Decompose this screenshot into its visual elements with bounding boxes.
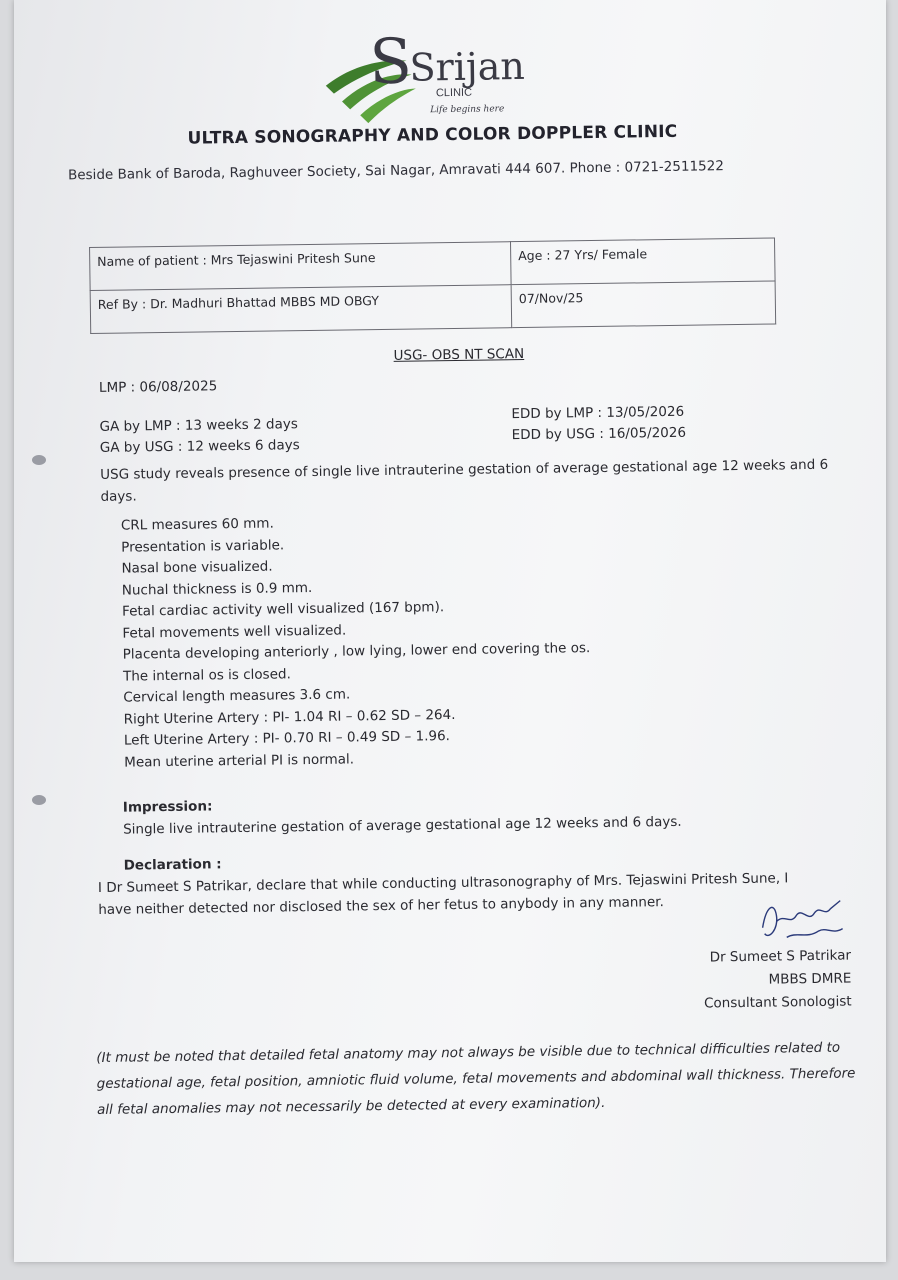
list-item: Fetal movements well visualized. — [122, 622, 347, 642]
list-item: Nuchal thickness is 0.9 mm. — [121, 579, 313, 599]
leaf-logo-icon — [311, 13, 553, 126]
doctor-signature-block — [703, 944, 852, 1015]
list-item: Presentation is variable. — [121, 536, 285, 556]
report-date: 07/Nov/25 — [511, 281, 776, 328]
logo-sub: CLINIC — [435, 86, 473, 100]
edd-by-usg: EDD by USG : 16/05/2026 — [511, 424, 687, 444]
document-content — [14, 0, 886, 1262]
lmp: LMP : 06/08/2025 — [98, 378, 218, 396]
ga-by-usg: GA by USG : 12 weeks 6 days — [99, 437, 300, 456]
findings-list — [121, 509, 592, 774]
list-item: Mean uterine arterial PI is normal. — [124, 750, 355, 771]
scan-title: USG- OBS NT SCAN — [393, 345, 525, 364]
logo-text: Srijan — [409, 43, 526, 90]
list-item: Fetal cardiac activity well visualized (167 bpm). — [122, 599, 445, 620]
table-row — [90, 281, 776, 334]
summary: USG study reveals presence of single live intrauterine gestation of average gestational age 12 weeks and 6 days. — [100, 456, 829, 505]
disclaimer: (It must be noted that detailed fetal anatomy may not always be visible due to technical difficulties related to gestational age, fetal position, amniotic fluid volume, fetal movements and abdominal wall thickness. Therefore all fetal anomalies may not necessarily be detected at every examination). — [96, 1039, 856, 1119]
patient-age: Age : 27 Yrs/ Female — [511, 238, 776, 285]
declaration-line-1: I Dr Sumeet S Patrikar, declare that while conducting ultrasonography of Mrs. Tejaswini Pritesh Sune, I — [97, 870, 789, 896]
doctor-name: Dr Sumeet S Patrikar — [709, 947, 852, 966]
list-item: CRL measures 60 mm. — [120, 515, 274, 534]
impression-text: Single live intrauterine gestation of average gestational age 12 weeks and 6 days. — [123, 813, 682, 838]
edd-by-lmp: EDD by LMP : 13/05/2026 — [511, 403, 685, 423]
list-item: Cervical length measures 3.6 cm. — [123, 686, 351, 706]
clinic-address: Beside Bank of Baroda, Raghuveer Society, Sai Nagar, Amravati 444 607. Phone : 0721-2511522 — [67, 158, 724, 184]
report-page — [14, 0, 886, 1262]
doctor-title: Consultant Sonologist — [703, 993, 852, 1012]
list-item: Left Uterine Artery : PI- 0.70 RI – 0.49 SD – 1.96. — [123, 728, 451, 749]
doctor-degree: MBBS DMRE — [768, 970, 852, 988]
signature — [756, 895, 847, 948]
list-item: Right Uterine Artery : PI- 1.04 RI – 0.62 SD – 264. — [123, 706, 456, 728]
referring-doctor: Ref By : Dr. Madhuri Bhattad MBBS MD OBGY — [90, 285, 512, 334]
declaration-line-2: have neither detected nor disclosed the sex of her fetus to anybody in any manner. — [98, 894, 664, 918]
declaration-label: Declaration : — [123, 856, 222, 874]
list-item: Placenta developing anteriorly , low lying, lower end covering the os. — [122, 640, 591, 663]
logo-tagline: Life begins here — [430, 104, 505, 116]
patient-name: Name of patient : Mrs Tejaswini Pritesh Sune — [90, 242, 512, 291]
ga-by-lmp: GA by LMP : 13 weeks 2 days — [99, 416, 298, 435]
clinic-logo — [311, 13, 553, 126]
patient-info-table — [89, 237, 776, 334]
svg-text:S: S — [368, 24, 413, 99]
list-item: The internal os is closed. — [122, 665, 291, 685]
list-item: Nasal bone visualized. — [121, 558, 273, 577]
impression-label: Impression: — [122, 798, 213, 816]
clinic-title: ULTRA SONOGRAPHY AND COLOR DOPPLER CLINIC — [187, 121, 678, 149]
